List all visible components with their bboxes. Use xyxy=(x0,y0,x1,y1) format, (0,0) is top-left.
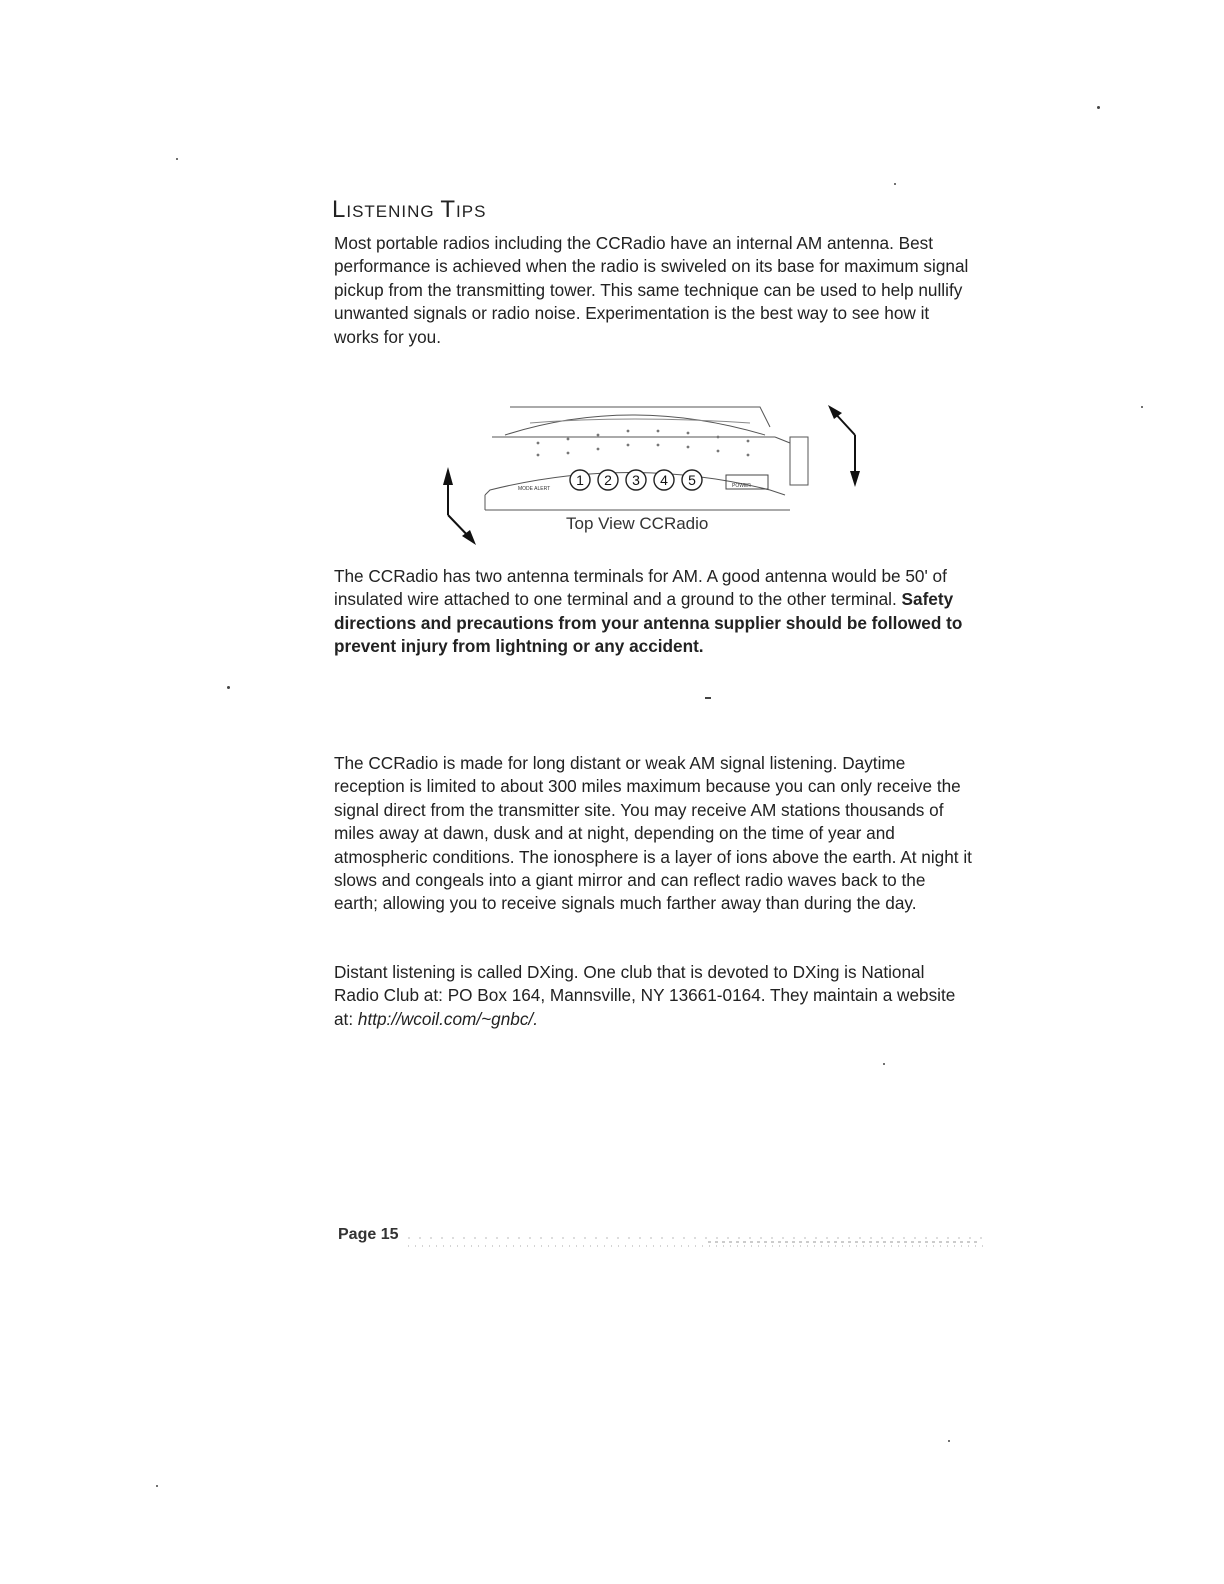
svg-text:2: 2 xyxy=(604,472,612,488)
preset-button-2 xyxy=(598,470,618,490)
footer-scan-noise xyxy=(408,1232,988,1252)
club-website-link[interactable]: http://wcoil.com/~gnbc/. xyxy=(357,1008,538,1029)
rotate-arrow-right-icon xyxy=(828,405,860,487)
scan-speck xyxy=(176,158,178,160)
paragraph-antenna-terminals xyxy=(334,565,974,659)
page-number: Page 15 xyxy=(338,1226,399,1243)
scan-speck xyxy=(227,686,230,689)
svg-text:5: 5 xyxy=(688,472,696,488)
paragraph-antenna-intro: Most portable radios including the CCRadio have an internal AM antenna. Best performance is achieved when the radio is swiveled on its base for maximum signal pickup from the transmitting tower. This same technique can be used to help nullify unwanted signals or radio noise. Experimentation is the best way to see how it works for you. xyxy=(334,233,969,347)
scan-speck xyxy=(883,1063,885,1065)
preset-button-5 xyxy=(682,470,702,490)
radio-body-outline xyxy=(485,407,808,510)
safety-warning-text: Safety directions and precautions from your antenna supplier should be followed to prevent injury from lightning or any accident. xyxy=(334,589,963,657)
terminals-text: The CCRadio has two antenna terminals for AM. A good antenna would be 50' of insulated wire attached to one terminal and a ground to the other terminal. xyxy=(334,566,947,610)
scan-speck xyxy=(948,1440,950,1442)
paragraph-dxing-club xyxy=(334,961,974,1031)
figure-caption: Top View CCRadio xyxy=(566,514,709,533)
power-label: POWER xyxy=(732,483,751,489)
svg-text:3: 3 xyxy=(632,472,640,488)
heading-word2-rest: IPS xyxy=(456,202,487,221)
dxing-club-text: Distant listening is called DXing. One club that is devoted to DXing is National Radio Club at: PO Box 164, Mannsville, NY 13661-0164. They maintain a website at: xyxy=(334,962,956,1029)
section-heading xyxy=(332,196,486,224)
rotate-arrow-left-icon xyxy=(443,467,476,545)
preset-button-1 xyxy=(570,470,590,490)
scan-speck xyxy=(1097,106,1100,109)
heading-initial-t: T xyxy=(440,196,457,223)
heading-initial-l: L xyxy=(332,196,347,223)
scan-speck xyxy=(705,697,711,699)
paragraph-distant-listening: The CCRadio is made for long distant or weak AM signal listening. Daytime reception is limited to about 300 miles maximum because you can only receive the signal direct from the transmitter site. You may receive AM stations thousands of miles away at dawn, dusk and at night, depending on the time of year and atmospheric conditions. The ionosphere is a layer of ions above the earth. At night it slows and congeals into a giant mirror and can reflect radio waves back to the earth; allowing you to receive signals much farther away than during the day. xyxy=(334,753,972,914)
scan-speck xyxy=(1141,406,1143,408)
svg-text:1: 1 xyxy=(576,472,584,488)
heading-word-rest: ISTENING xyxy=(346,202,441,221)
svg-text:4: 4 xyxy=(660,472,668,488)
mode-alert-label: MODE ALERT xyxy=(518,486,551,492)
radio-control-dots xyxy=(537,430,750,457)
preset-button-3 xyxy=(626,470,646,490)
scan-speck xyxy=(894,183,896,185)
scan-speck xyxy=(156,1485,158,1487)
preset-button-4 xyxy=(654,470,674,490)
